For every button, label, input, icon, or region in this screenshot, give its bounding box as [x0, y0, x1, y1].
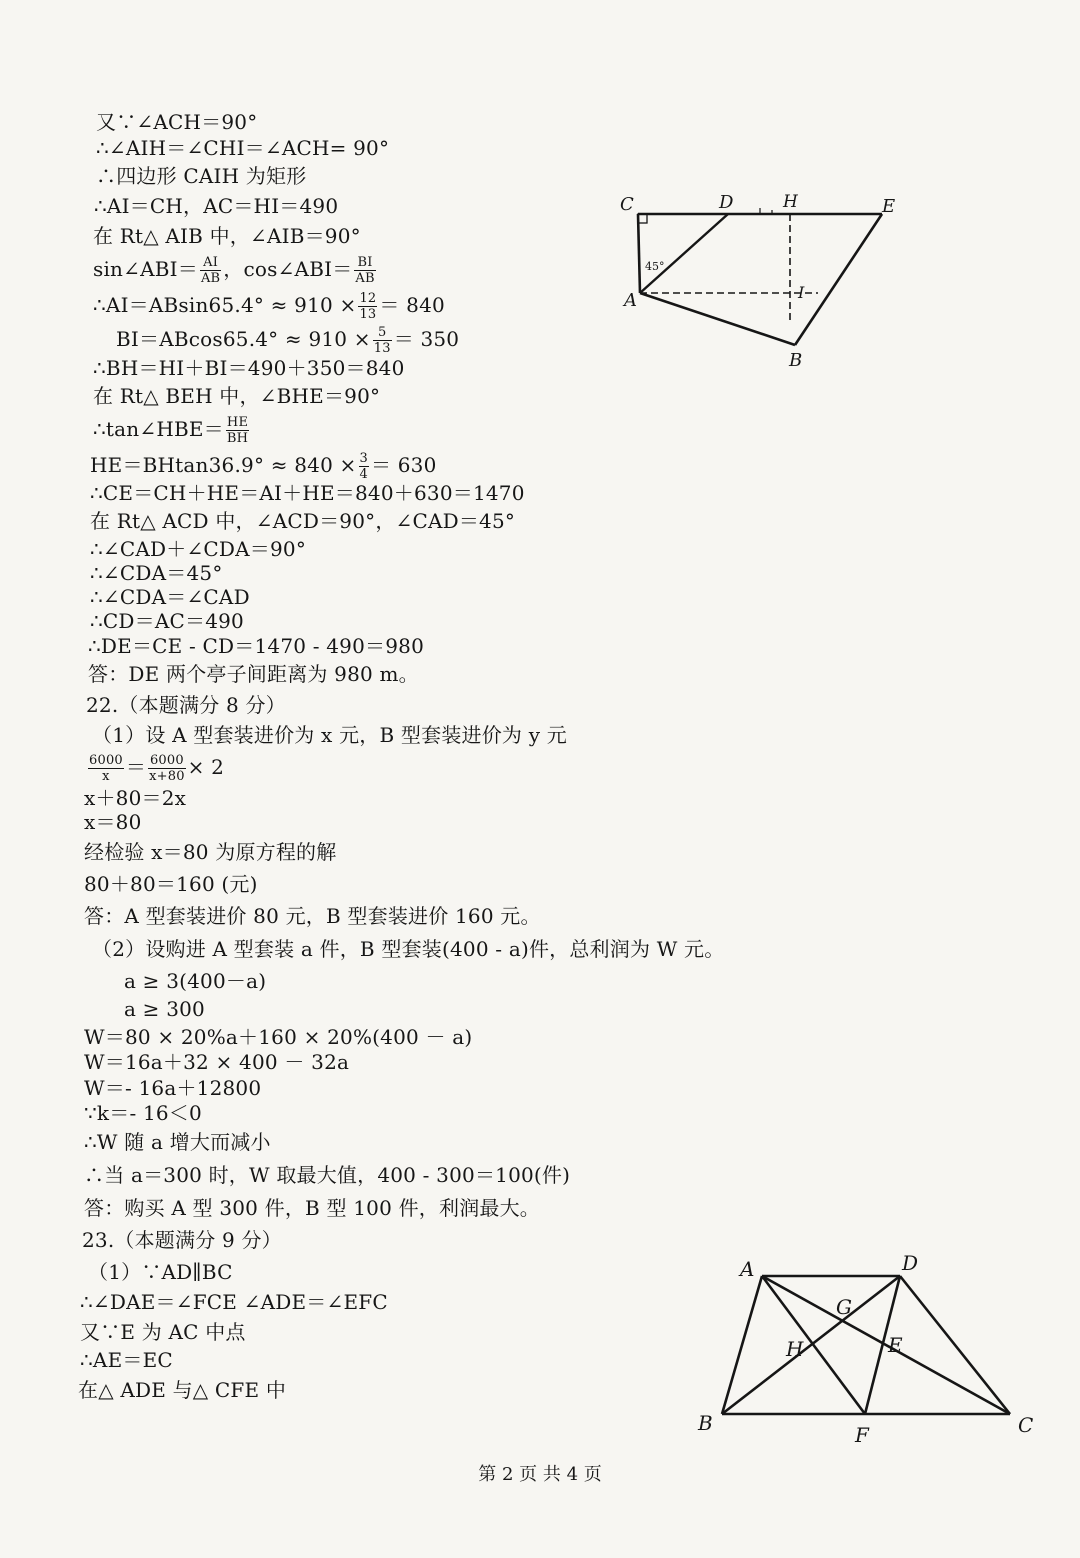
fig2-label-d: D	[902, 1251, 919, 1275]
s21-line-8: BI＝ABcos65.4° ≈ 910 × $\frac{5}{13}$ ＝ 350	[116, 325, 460, 356]
s21-line-5: 在 Rt△ AIB 中，∠AIB＝90°	[93, 224, 361, 248]
s21-line-10: 在 Rt△ BEH 中，∠BHE＝90°	[93, 384, 381, 408]
s21-line-1: 又∵∠ACH＝90°	[96, 110, 258, 134]
s22-w-2: W＝16a＋32 × 400 － 32a	[84, 1050, 350, 1074]
s22-answer-1: 答：A 型套装进价 80 元，B 型套装进价 160 元。	[84, 904, 541, 928]
fraction-5-13: $\frac{5}{13}$	[373, 325, 391, 356]
s21-line-15: ∴∠CAD＋∠CDA＝90°	[90, 537, 307, 561]
s21-line-11: ∴tan∠HBE＝ $\frac{HE}{BH}$	[93, 415, 249, 446]
figure-quadrilateral	[600, 180, 920, 380]
fig1-angle-label: 45°	[645, 260, 665, 273]
s22-part2: （2）设购进 A 型套装 a 件，B 型套装(400 - a)件，总利润为 W 元。	[92, 937, 725, 961]
s22-max: ∴当 a＝300 时，W 取最大值，400 - 300＝100(件)	[84, 1163, 571, 1187]
s23-line-4: ∴AE＝EC	[80, 1348, 173, 1372]
fig2-label-g: G	[836, 1295, 852, 1319]
s22-title: 22.（本题满分 8 分）	[86, 693, 286, 717]
s22-equation-2: x＋80＝2x	[84, 786, 187, 810]
s21-line-6: sin∠ABI＝ $\frac{AI}{AB}$ ，cos∠ABI＝ $\frac{BI}{AB}$	[93, 255, 375, 286]
s21-line-18: ∴CD＝AC＝490	[90, 609, 244, 633]
s23-line-2: ∴∠DAE＝∠FCE ∠ADE＝∠EFC	[80, 1290, 388, 1314]
s21-line-16: ∴∠CDA＝45°	[90, 561, 223, 585]
s21-line-17: ∴∠CDA＝∠CAD	[90, 585, 250, 609]
s23-title: 23.（本题满分 9 分）	[82, 1228, 282, 1252]
fraction-6000-x: $\frac{6000}{x}$	[89, 753, 123, 784]
s21-answer: 答：DE 两个亭子间距离为 980 m。	[88, 662, 419, 686]
fraction-ai-ab: $\frac{AI}{AB}$	[200, 255, 221, 286]
fig2-label-a: A	[740, 1257, 755, 1281]
s23-line-1: （1）∵AD∥BC	[88, 1260, 233, 1284]
s22-equation-1: $\frac{6000}{x}$ ＝ $\frac{6000}{x+80}$ × 2	[89, 753, 225, 784]
s22-w-1: W＝80 × 20%a＋160 × 20%(400 － a)	[84, 1025, 473, 1049]
fig1-label-b: B	[789, 350, 803, 371]
fig1-label-h: H	[783, 192, 798, 212]
page-footer: 第 2 页 共 4 页	[478, 1464, 602, 1485]
s21-line-13: ∴CE＝CH＋HE＝AI＋HE＝840＋630＝1470	[90, 481, 525, 505]
s22-part1: （1）设 A 型套装进价为 x 元，B 型套装进价为 y 元	[92, 723, 567, 747]
s21-line-19: ∴DE＝CE - CD＝1470 - 490＝980	[88, 634, 424, 658]
fig1-label-d: D	[719, 192, 734, 213]
s21-line-14: 在 Rt△ ACD 中，∠ACD＝90°，∠CAD＝45°	[90, 509, 516, 533]
fig2-label-h: H	[786, 1337, 804, 1361]
s21-line-12: HE＝BHtan36.9° ≈ 840 × $\frac{3}{4}$ ＝ 630	[90, 451, 437, 482]
fig2-label-e: E	[888, 1333, 903, 1357]
fraction-he-bh: $\frac{HE}{BH}$	[226, 415, 249, 446]
fig2-label-f: F	[855, 1423, 869, 1447]
s21-line-9: ∴BH＝HI＋BI＝490＋350＝840	[93, 356, 405, 380]
fraction-bi-ab: $\frac{BI}{AB}$	[355, 255, 375, 286]
s22-answer-2: 答：购买 A 型 300 件，B 型 100 件，利润最大。	[84, 1196, 540, 1220]
fig1-label-c: C	[620, 194, 634, 215]
fraction-3-4: $\frac{3}{4}$	[359, 451, 368, 482]
figure-trapezoid	[690, 1248, 1050, 1448]
fig1-label-i: I	[798, 283, 805, 302]
s22-check: 经检验 x＝80 为原方程的解	[84, 840, 337, 864]
s22-w-3: W＝- 16a＋12800	[84, 1076, 262, 1100]
fig1-label-e: E	[882, 196, 896, 217]
fraction-6000-x80: $\frac{6000}{x+80}$	[149, 753, 185, 784]
s23-line-5: 在△ ADE 与△ CFE 中	[78, 1378, 287, 1402]
s22-decrease: ∴W 随 a 增大而减小	[84, 1130, 271, 1154]
s22-k: ∵k＝- 16＜0	[84, 1101, 202, 1125]
s21-line-2: ∴∠AIH＝∠CHI＝∠ACH= 90°	[96, 136, 390, 160]
fig2-label-b: B	[698, 1411, 713, 1435]
fraction-12-13: $\frac{12}{13}$	[359, 291, 377, 322]
fig2-label-c: C	[1018, 1413, 1034, 1437]
s22-inequality-2: a ≥ 300	[124, 997, 205, 1021]
s22-equation-3: x＝80	[84, 810, 142, 834]
s21-line-4: ∴AI＝CH，AC＝HI＝490	[94, 194, 339, 218]
s21-line-3: ∴四边形 CAIH 为矩形	[96, 164, 307, 188]
s23-line-3: 又∵E 为 AC 中点	[80, 1320, 246, 1344]
s21-line-7: ∴AI＝ABsin65.4° ≈ 910 × $\frac{12}{13}$ ＝ 840	[93, 291, 445, 322]
s22-calc: 80＋80＝160 (元)	[84, 872, 258, 896]
s22-inequality-1: a ≥ 3(400－a)	[124, 969, 267, 993]
fig1-label-a: A	[624, 290, 637, 311]
